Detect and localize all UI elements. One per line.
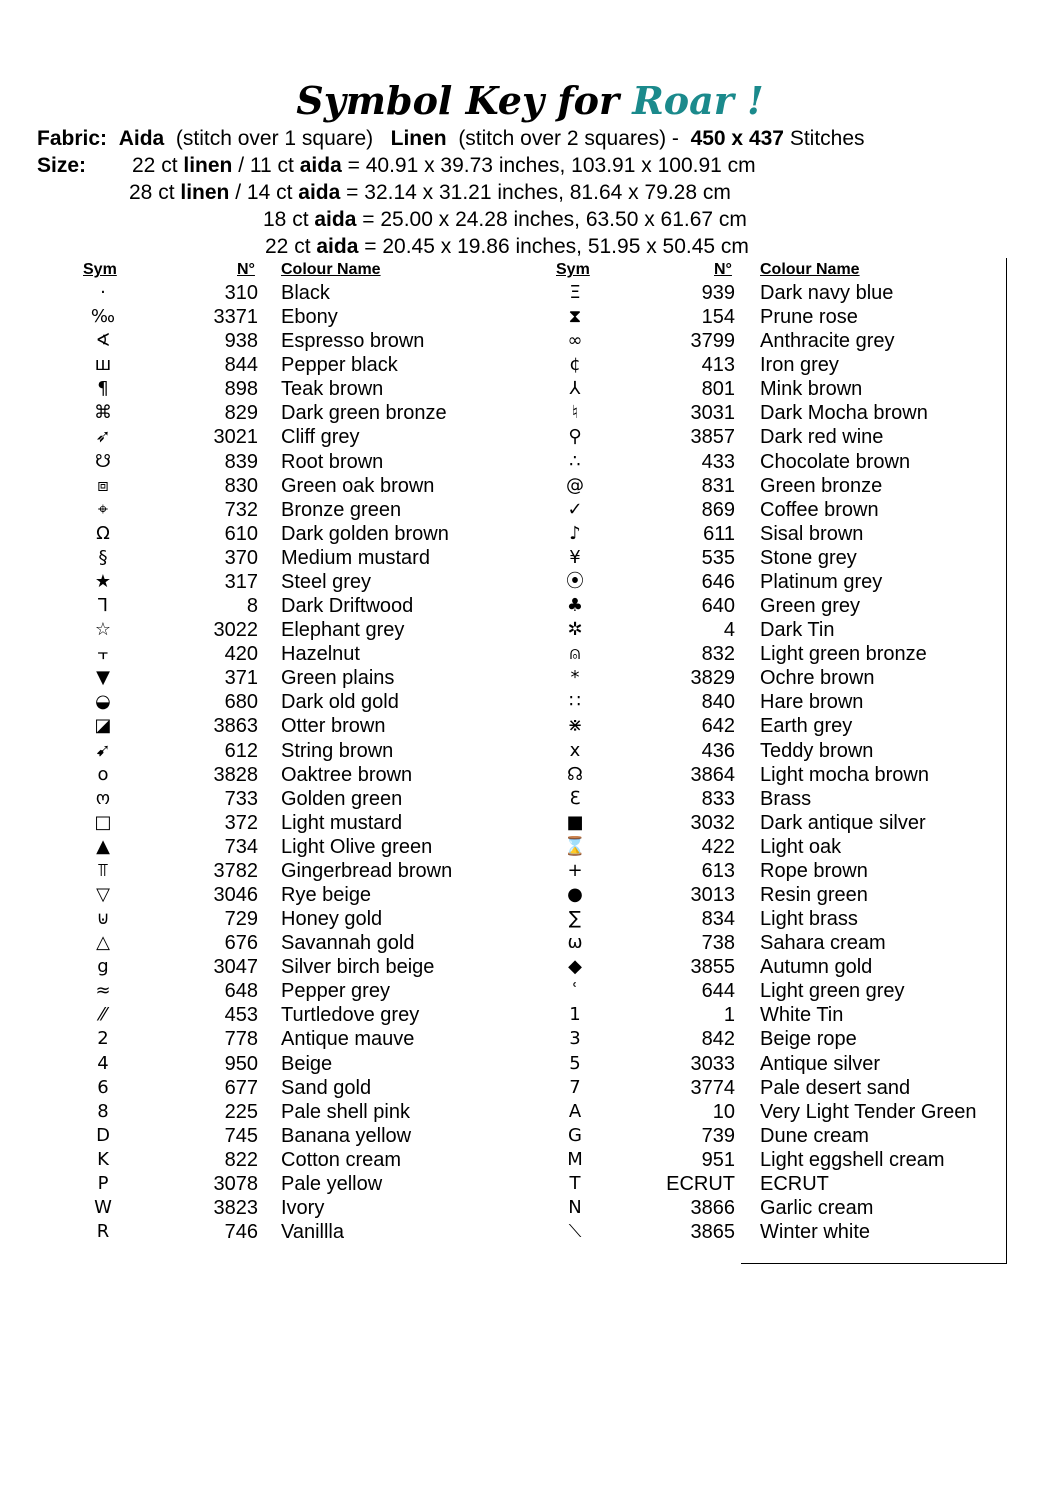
row-symbol: ♣ (566, 595, 584, 617)
row-number: 842 (701, 1028, 735, 1051)
row-colour-name: Beige rope (760, 1028, 857, 1051)
row-number: 644 (701, 980, 735, 1003)
row-number: 3782 (213, 859, 258, 882)
row-symbol: ⫟ (97, 643, 109, 665)
row-symbol: ◪ (94, 715, 112, 737)
row-colour-name: Pale desert sand (760, 1076, 911, 1099)
row-number: 839 (224, 450, 258, 473)
row-symbol: ⅂ (97, 595, 109, 617)
row-symbol: D (96, 1124, 110, 1146)
row-colour-name: Steel grey (281, 570, 372, 593)
row-colour-name: Otter brown (281, 715, 386, 738)
header-sym-right: Sym (556, 261, 590, 278)
row-number: 745 (224, 1124, 258, 1147)
size-count: 14 ct (246, 181, 293, 204)
row-number: 413 (701, 354, 735, 377)
row-colour-name: Antique silver (760, 1052, 881, 1075)
row-number: 822 (224, 1148, 258, 1171)
row-number: 8 (246, 595, 258, 618)
row-number: 746 (224, 1221, 258, 1244)
row-symbol: ω (567, 932, 583, 954)
size-dimensions: = 32.14 x 31.21 inches, 81.64 x 79.28 cm (346, 181, 731, 204)
row-colour-name: Antique mauve (281, 1028, 415, 1051)
row-symbol: + (567, 859, 583, 881)
row-colour-name: Winter white (760, 1221, 871, 1244)
row-number: 317 (224, 570, 258, 593)
row-number: 3046 (213, 884, 258, 906)
row-symbol: ⌖ (97, 498, 109, 520)
row-colour-name: Green oak brown (281, 474, 435, 497)
row-number: 869 (701, 498, 735, 521)
stitch-count: 450 x 437 (690, 127, 784, 150)
row-colour-name: Dark Tin (760, 619, 835, 642)
size-fabric: aida (299, 154, 342, 177)
row-colour-name: ECRUT (760, 1172, 829, 1195)
pattern-name: Roar ! (632, 78, 764, 123)
row-number: 370 (224, 546, 258, 569)
row-symbol: ♮ (571, 402, 579, 424)
row-symbol: W (94, 1197, 112, 1219)
row-number: 898 (224, 378, 258, 401)
row-number: 225 (224, 1100, 258, 1123)
row-symbol: Ξ (569, 282, 581, 303)
row-colour-name: String brown (281, 739, 394, 762)
row-number: 3857 (690, 426, 735, 449)
row-colour-name: Silver birch beige (281, 956, 435, 979)
row-symbol: ¢ (569, 354, 581, 376)
row-number: 3031 (690, 402, 735, 425)
row-symbol: ⍝ (569, 643, 581, 665)
row-number: 422 (701, 835, 735, 858)
row-number: 830 (224, 474, 258, 497)
row-symbol: ш (94, 354, 112, 376)
row-symbol: x (569, 739, 581, 761)
row-number: 612 (224, 739, 258, 762)
row-number: 436 (701, 739, 735, 762)
row-colour-name: Iron grey (760, 354, 839, 377)
row-symbol: ⚲ (568, 426, 582, 448)
row-number: 611 (703, 522, 735, 545)
header-name-left: Colour Name (281, 261, 381, 278)
row-colour-name: Dark navy blue (760, 282, 894, 304)
row-symbol: M (567, 1148, 583, 1170)
row-colour-name: Dark antique silver (760, 811, 926, 834)
row-symbol: ▽ (96, 884, 110, 905)
fabric-linen: Linen (390, 127, 447, 150)
size-separator: / (238, 154, 245, 177)
row-symbol: ℇ (569, 787, 581, 809)
row-colour-name: Rye beige (281, 884, 372, 906)
row-colour-name: Prune rose (760, 306, 858, 329)
row-symbol: ≈ (95, 980, 111, 1002)
row-colour-name: Autumn gold (760, 956, 873, 979)
row-symbol: ♪ (569, 522, 581, 544)
row-symbol: ⋇ (567, 715, 583, 737)
row-number: 420 (224, 643, 258, 666)
row-colour-name: Teak brown (281, 378, 384, 401)
row-symbol: ⧗ (568, 306, 582, 328)
row-number: 829 (224, 402, 258, 425)
row-colour-name: Light green grey (760, 980, 905, 1003)
row-number: 648 (224, 980, 258, 1003)
row-number: 778 (224, 1028, 258, 1051)
row-number: 3866 (690, 1197, 735, 1220)
row-colour-name: Cotton cream (281, 1148, 402, 1171)
row-number: 372 (224, 811, 258, 834)
row-symbol: g (97, 956, 109, 978)
row-number: 535 (701, 546, 735, 569)
row-number: 3855 (690, 956, 735, 979)
row-colour-name: Bronze green (281, 498, 402, 521)
row-symbol: ⟍ (568, 1221, 582, 1243)
row-symbol: ◒ (95, 691, 111, 713)
fabric-label: Fabric: (37, 127, 108, 150)
row-number: 832 (701, 643, 735, 666)
row-symbol: ▼ (96, 667, 110, 689)
row-number: 3865 (690, 1221, 735, 1244)
row-number: 3799 (690, 330, 735, 353)
row-symbol: T (569, 1172, 581, 1194)
row-colour-name: Brass (760, 787, 812, 810)
title-prefix: Symbol Key for (296, 78, 619, 123)
row-number: 4 (723, 619, 735, 642)
row-symbol: ▲ (96, 835, 110, 857)
size-fabric: aida (298, 181, 341, 204)
row-number: 950 (224, 1052, 258, 1075)
header-num-left: N° (237, 261, 255, 278)
row-symbol: ∢ (95, 330, 111, 352)
row-number: 3828 (213, 763, 258, 786)
row-symbol: K (97, 1148, 109, 1170)
row-colour-name: Turtledove grey (281, 1004, 420, 1027)
row-number: 453 (224, 1004, 258, 1027)
row-colour-name: Coffee brown (760, 498, 879, 521)
row-colour-name: Sand gold (281, 1076, 372, 1099)
size-label: Size: (37, 154, 87, 177)
bottom-border-line (741, 1263, 1007, 1264)
row-symbol: · (100, 282, 106, 303)
row-colour-name: Dark old gold (281, 691, 399, 714)
row-number: 3863 (213, 715, 258, 738)
size-dimensions: = 20.45 x 19.86 inches, 51.95 x 50.45 cm (364, 235, 749, 258)
row-colour-name: Gingerbread brown (281, 859, 453, 882)
row-number: 840 (701, 691, 735, 714)
row-symbol: 4 (97, 1052, 109, 1074)
row-colour-name: Light brass (760, 908, 858, 931)
row-number: 3022 (213, 619, 258, 642)
size-count: 28 ct (129, 181, 175, 204)
row-number: 831 (701, 474, 735, 497)
row-colour-name: Light oak (760, 835, 842, 858)
row-number: 3864 (690, 763, 735, 786)
row-number: 3047 (213, 956, 258, 979)
row-symbol: § (98, 546, 108, 568)
size-count: 22 ct (132, 154, 178, 177)
row-colour-name: Pale shell pink (281, 1100, 410, 1123)
row-colour-name: Elephant grey (281, 619, 405, 642)
row-number: 738 (701, 932, 735, 955)
row-number: 938 (224, 330, 258, 353)
row-colour-name: Beige (281, 1052, 333, 1075)
row-colour-name: Very Light Tender Green (760, 1100, 977, 1123)
row-colour-name: Hare brown (760, 691, 864, 714)
row-symbol: o (97, 763, 109, 785)
size-line (129, 180, 731, 206)
row-number: 833 (701, 787, 735, 810)
row-number: 844 (224, 354, 258, 377)
row-colour-name: Stone grey (760, 546, 857, 569)
row-symbol: □ (94, 811, 112, 833)
row-colour-name: Sisal brown (760, 522, 864, 545)
row-number: 732 (224, 498, 258, 521)
row-colour-name: Ivory (281, 1197, 325, 1220)
row-colour-name: Dark Driftwood (281, 595, 414, 618)
row-colour-name: Savannah gold (281, 932, 415, 955)
fabric-line (37, 126, 865, 152)
fabric-aida-note: (stitch over 1 square) (175, 127, 374, 150)
row-symbol: ო (95, 787, 111, 809)
stitch-label: Stitches (789, 127, 865, 150)
row-number: 680 (224, 691, 258, 714)
row-symbol: ➹ (95, 739, 111, 761)
row-number: 3774 (690, 1076, 735, 1099)
row-number: 739 (701, 1124, 735, 1147)
size-count: 22 ct (265, 235, 311, 258)
row-colour-name: Dark Mocha brown (760, 402, 928, 425)
row-symbol: ✓ (567, 498, 583, 520)
row-symbol: ʿ (572, 980, 578, 1002)
row-colour-name: Anthracite grey (760, 330, 895, 353)
size-line (265, 234, 749, 260)
row-symbol: 8 (97, 1100, 109, 1122)
row-symbol: ‰ (90, 306, 116, 328)
row-symbol: ∞ (567, 330, 583, 352)
size-dimensions: = 25.00 x 24.28 inches, 63.50 x 61.67 cm (362, 208, 747, 231)
row-symbol: @ (566, 474, 584, 496)
row-number: 734 (224, 835, 258, 858)
row-symbol: N (568, 1197, 582, 1219)
size-fabric: linen (180, 181, 230, 204)
row-colour-name: Green bronze (760, 474, 883, 497)
row-symbol: ● (567, 884, 583, 905)
row-colour-name: Resin green (760, 884, 868, 906)
row-symbol: ¶ (97, 378, 109, 400)
header-sym-left: Sym (83, 261, 117, 278)
size-separator: / (235, 181, 242, 204)
row-symbol: ✲ (567, 619, 583, 641)
row-colour-name: Hazelnut (281, 643, 360, 666)
row-symbol: ⁄⁄ (99, 1004, 106, 1026)
row-colour-name: Rope brown (760, 859, 868, 882)
row-colour-name: Pale yellow (281, 1172, 383, 1195)
row-colour-name: Light Olive green (281, 835, 433, 858)
row-colour-name: Dark red wine (760, 426, 884, 449)
row-colour-name: Green plains (281, 667, 395, 690)
row-colour-name: Pepper black (281, 354, 398, 377)
row-number: 3021 (213, 426, 258, 449)
row-number: 3013 (690, 884, 735, 906)
row-colour-name: Teddy brown (760, 739, 874, 762)
row-symbol: ⊍ (96, 908, 110, 930)
row-colour-name: Ebony (281, 306, 338, 329)
row-symbol: ∷ (569, 691, 581, 713)
size-fabric: aida (314, 208, 357, 231)
row-number: 3371 (213, 306, 258, 329)
row-number: 3823 (213, 1197, 258, 1220)
fabric-linen-note: (stitch over 2 squares) - (458, 127, 679, 150)
row-colour-name: Golden green (281, 787, 403, 810)
row-colour-name: Honey gold (281, 908, 383, 931)
row-symbol: ☆ (94, 619, 112, 641)
row-colour-name: White Tin (760, 1004, 844, 1027)
row-symbol: 7 (569, 1076, 581, 1098)
row-colour-name: Light mocha brown (760, 763, 929, 786)
row-symbol: * (570, 667, 580, 689)
row-symbol: ⌘ (94, 402, 112, 424)
right-border-line (1006, 258, 1007, 1264)
row-number: 939 (701, 282, 735, 304)
row-symbol: △ (96, 932, 110, 954)
row-colour-name: Espresso brown (281, 330, 425, 353)
row-symbol: ¥ (569, 546, 581, 568)
fabric-aida: Aida (118, 127, 165, 150)
row-symbol: P (97, 1172, 109, 1194)
row-symbol: ∴ (569, 450, 581, 472)
row-colour-name: Black (281, 282, 330, 304)
row-symbol: 2 (97, 1028, 109, 1050)
row-colour-name: Chocolate brown (760, 450, 911, 473)
row-symbol: ⫪ (97, 859, 109, 881)
row-colour-name: Dark green bronze (281, 402, 447, 425)
row-number: 646 (701, 570, 735, 593)
row-number: 733 (224, 787, 258, 810)
row-colour-name: Garlic cream (760, 1197, 874, 1220)
size-line (263, 207, 747, 233)
row-symbol: ◆ (568, 956, 582, 978)
row-symbol: Ω (96, 522, 110, 544)
page-title (0, 78, 1060, 124)
row-symbol: 3 (569, 1028, 581, 1050)
row-number: 371 (224, 667, 258, 690)
row-colour-name: Sahara cream (760, 932, 886, 955)
row-number: 3033 (690, 1052, 735, 1075)
row-symbol: ⦿ (566, 570, 584, 592)
row-symbol: ☋ (95, 450, 111, 472)
row-number: 3829 (690, 667, 735, 690)
row-number: 677 (224, 1076, 258, 1099)
row-colour-name: Cliff grey (281, 426, 360, 449)
row-symbol: R (96, 1221, 110, 1243)
row-colour-name: Vanillla (281, 1221, 344, 1244)
row-number: 433 (701, 450, 735, 473)
row-symbol: G (568, 1124, 582, 1146)
size-dimensions: = 40.91 x 39.73 inches, 103.91 x 100.91 cm (347, 154, 756, 177)
row-symbol: A (568, 1100, 582, 1122)
row-number: 729 (224, 908, 258, 931)
row-number: 3032 (690, 811, 735, 834)
row-symbol: ★ (94, 570, 112, 592)
row-symbol: 1 (569, 1004, 581, 1026)
row-number: 834 (701, 908, 735, 931)
row-number: 613 (701, 859, 735, 882)
row-symbol: ⧈ (97, 474, 109, 496)
header-num-right: N° (714, 261, 732, 278)
row-colour-name: Earth grey (760, 715, 853, 738)
row-colour-name: Ochre brown (760, 667, 875, 690)
row-colour-name: Light green bronze (760, 643, 927, 666)
row-number: ECRUT (666, 1172, 735, 1195)
row-number: 676 (224, 932, 258, 955)
size-count: 18 ct (263, 208, 309, 231)
row-symbol: ∑ (568, 908, 582, 930)
row-symbol: ☊ (567, 763, 583, 785)
row-number: 951 (701, 1148, 735, 1171)
row-number: 3078 (213, 1172, 258, 1195)
row-number: 642 (701, 715, 735, 738)
size-fabric: linen (183, 154, 233, 177)
row-number: 310 (224, 282, 258, 304)
row-colour-name: Light mustard (281, 811, 403, 834)
row-colour-name: Medium mustard (281, 546, 430, 569)
row-symbol: ➶ (95, 426, 111, 448)
row-number: 1 (723, 1004, 735, 1027)
row-colour-name: Oaktree brown (281, 763, 413, 786)
row-symbol: ⅄ (569, 378, 581, 400)
row-colour-name: Pepper grey (281, 980, 390, 1003)
row-symbol: 5 (569, 1052, 581, 1074)
row-number: 610 (224, 522, 258, 545)
row-colour-name: Green grey (760, 595, 861, 618)
row-colour-name: Mink brown (760, 378, 863, 401)
row-symbol: ⌛ (563, 835, 587, 857)
row-number: 154 (701, 306, 735, 329)
size-fabric: aida (316, 235, 359, 258)
row-symbol: 6 (97, 1076, 109, 1098)
row-number: 801 (701, 378, 735, 401)
row-colour-name: Platinum grey (760, 570, 883, 593)
row-colour-name: Banana yellow (281, 1124, 412, 1147)
row-symbol: ■ (566, 811, 584, 833)
size-count: 11 ct (249, 154, 294, 177)
size-line (132, 153, 756, 179)
row-number: 640 (701, 595, 735, 618)
row-colour-name: Dune cream (760, 1124, 869, 1147)
row-number: 10 (712, 1100, 735, 1123)
row-colour-name: Root brown (281, 450, 384, 473)
row-colour-name: Dark golden brown (281, 522, 449, 545)
header-name-right: Colour Name (760, 261, 860, 278)
row-colour-name: Light eggshell cream (760, 1148, 945, 1171)
